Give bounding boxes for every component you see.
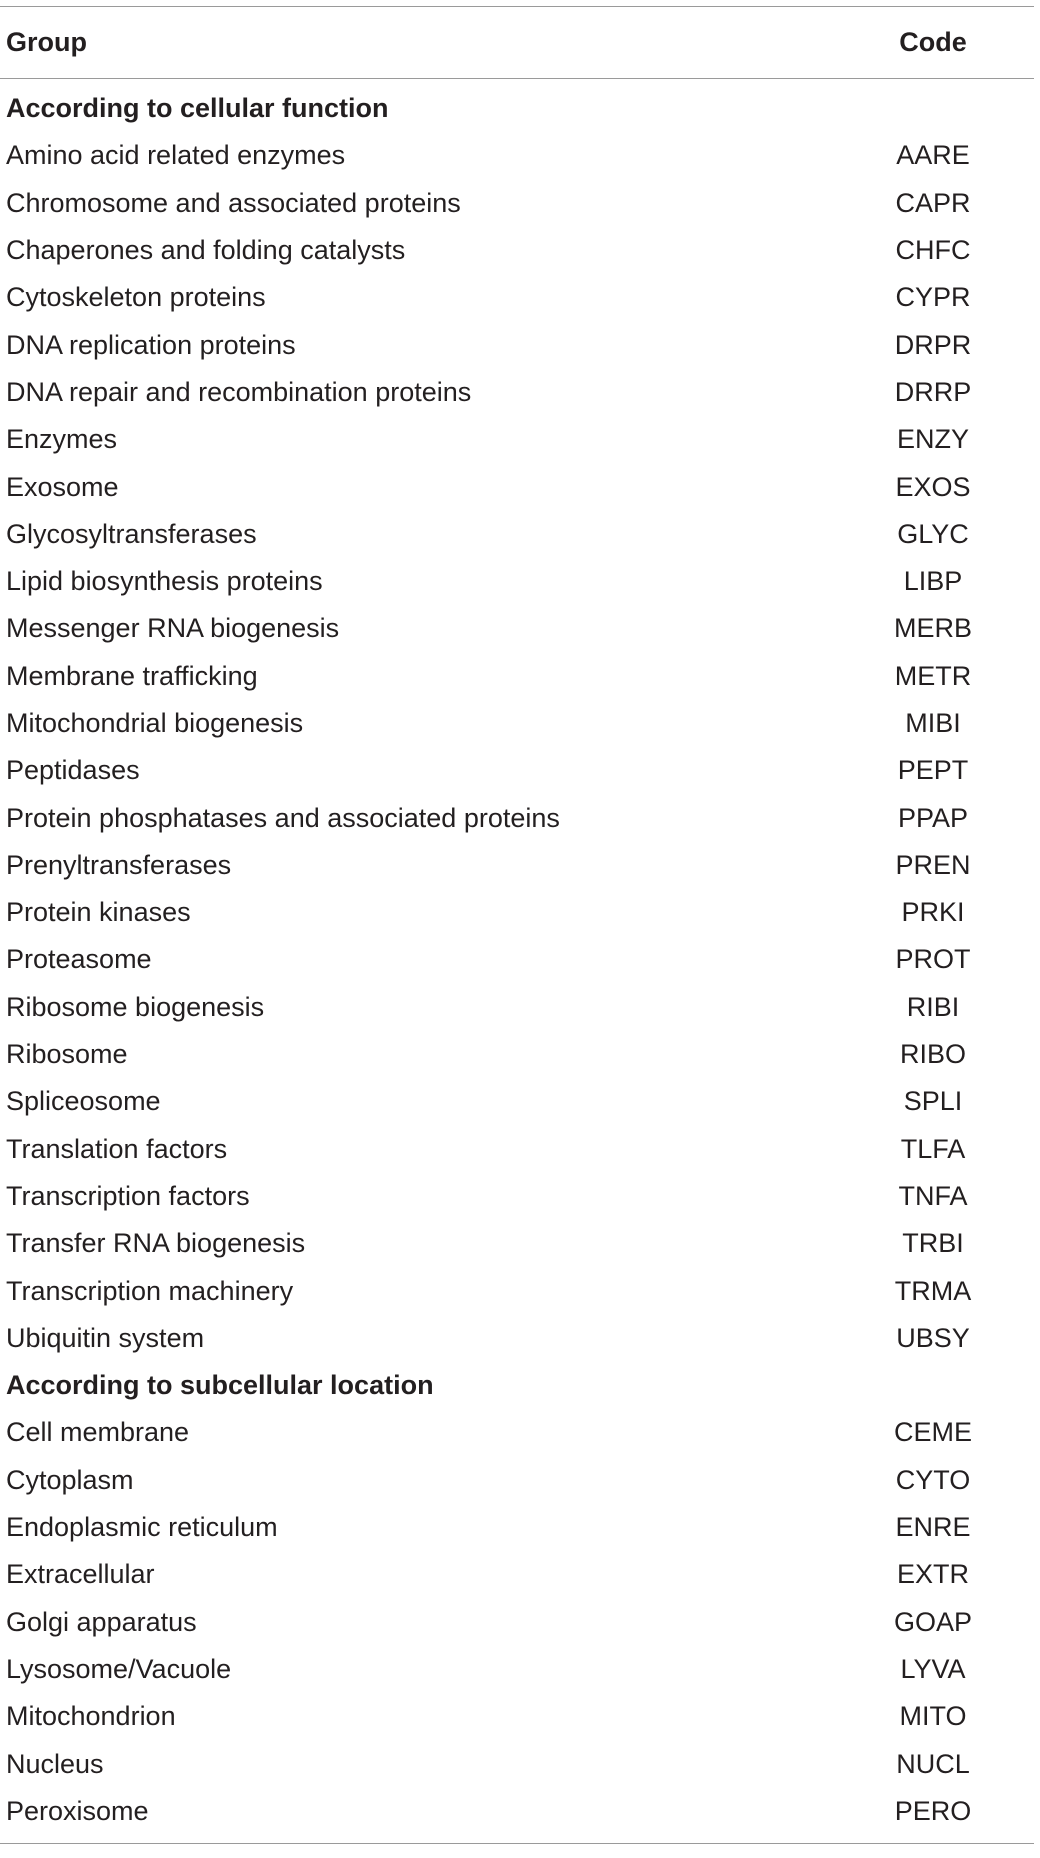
table-row <box>0 747 1034 794</box>
code-cell: RIBI <box>906 991 960 1022</box>
code-cell: RIBO <box>899 1039 966 1070</box>
group-column-header: Group <box>6 27 87 57</box>
group-cell: Extracellular <box>6 1559 155 1590</box>
table-row <box>0 1267 1034 1314</box>
group-cell: Membrane trafficking <box>6 660 258 691</box>
code-cell: PREN <box>895 849 971 880</box>
table-row <box>0 1409 1034 1456</box>
table-row <box>0 321 1034 368</box>
group-cell: Transcription factors <box>6 1180 250 1211</box>
group-cell: Lysosome/Vacuole <box>6 1653 232 1684</box>
code-cell: TRMA <box>894 1275 972 1306</box>
table-row <box>0 1551 1034 1598</box>
code-cell: PEPT <box>897 755 969 786</box>
section-title: According to subcellular location <box>6 1370 434 1401</box>
header-rule <box>0 78 1034 79</box>
table-row <box>0 653 1034 700</box>
code-cell: GOAP <box>893 1606 973 1637</box>
group-cell: Cytoplasm <box>6 1464 134 1495</box>
code-cell: CYTO <box>895 1464 971 1495</box>
group-cell: Ribosome biogenesis <box>6 991 265 1022</box>
table-row <box>0 1173 1034 1220</box>
group-cell: Prenyltransferases <box>6 849 232 880</box>
code-cell: TNFA <box>898 1180 968 1211</box>
table-row <box>0 889 1034 936</box>
table-row <box>0 1504 1034 1551</box>
table-row <box>0 1599 1034 1646</box>
group-cell: Chromosome and associated proteins <box>6 187 461 218</box>
table-row <box>0 463 1034 510</box>
code-cell: AARE <box>896 140 970 171</box>
group-cell: DNA replication proteins <box>6 329 296 360</box>
group-cell: DNA repair and recombination proteins <box>6 376 472 407</box>
group-cell: Cytoskeleton proteins <box>6 282 266 313</box>
table-row <box>0 1457 1034 1504</box>
code-cell: CEME <box>893 1417 972 1448</box>
code-cell: MIBI <box>905 708 961 738</box>
table-row <box>0 132 1034 179</box>
group-cell: Glycosyltransferases <box>6 518 257 549</box>
code-cell: NUCL <box>896 1748 970 1779</box>
code-cell: UBSY <box>896 1322 970 1353</box>
table-row <box>0 274 1034 321</box>
code-cell: DRPR <box>894 329 972 360</box>
group-cell: Translation factors <box>6 1133 228 1164</box>
group-code-table <box>0 6 1034 1844</box>
code-cell: MERB <box>893 613 972 644</box>
code-cell: GLYC <box>897 518 969 549</box>
code-cell: PPAP <box>897 802 969 833</box>
table-row <box>0 1788 1034 1835</box>
table-header <box>0 7 1034 78</box>
table-row <box>0 1220 1034 1267</box>
code-cell: PROT <box>895 944 971 975</box>
table-row <box>0 842 1034 889</box>
table-row <box>0 984 1034 1031</box>
group-cell: Nucleus <box>6 1748 104 1779</box>
code-cell: SPLI <box>903 1086 963 1117</box>
code-cell: METR <box>894 660 972 691</box>
code-cell: EXTR <box>896 1559 969 1590</box>
group-cell: Ribosome <box>6 1039 128 1070</box>
code-cell: PRKI <box>901 897 965 928</box>
table-row <box>0 369 1034 416</box>
code-column-header: Code <box>899 27 967 57</box>
group-cell: Spliceosome <box>6 1086 161 1117</box>
group-cell: Cell membrane <box>6 1417 190 1448</box>
table-row <box>0 1126 1034 1173</box>
table-row <box>0 558 1034 605</box>
section-heading <box>0 85 1034 132</box>
group-cell: Peroxisome <box>6 1795 149 1826</box>
code-cell: TRBI <box>902 1228 964 1259</box>
group-cell: Golgi apparatus <box>6 1606 197 1637</box>
section-heading <box>0 1362 1034 1409</box>
group-cell: Amino acid related enzymes <box>6 140 346 171</box>
code-cell: TLFA <box>900 1133 966 1164</box>
group-cell: Proteasome <box>6 944 152 975</box>
table-row <box>0 1031 1034 1078</box>
code-cell: EXOS <box>895 471 971 502</box>
table-row <box>0 605 1034 652</box>
group-cell: Endoplasmic reticulum <box>6 1512 278 1543</box>
table-row <box>0 180 1034 227</box>
table-row <box>0 1693 1034 1740</box>
group-cell: Protein phosphatases and associated proteins <box>6 802 560 833</box>
group-cell: Exosome <box>6 471 119 502</box>
table-body <box>0 85 1034 1835</box>
group-cell: Peptidases <box>6 755 140 786</box>
code-cell: CHFC <box>895 235 971 266</box>
table-row <box>0 794 1034 841</box>
code-cell: CYPR <box>895 282 971 313</box>
group-cell: Messenger RNA biogenesis <box>6 613 340 644</box>
code-cell: LYVA <box>900 1653 966 1684</box>
table-row <box>0 1646 1034 1693</box>
code-cell: MITO <box>899 1701 967 1732</box>
group-cell: Lipid biosynthesis proteins <box>6 566 323 597</box>
group-cell: Transfer RNA biogenesis <box>6 1228 306 1259</box>
bottom-rule <box>0 1843 1034 1844</box>
group-cell: Mitochondrion <box>6 1701 176 1732</box>
group-cell: Protein kinases <box>6 897 191 928</box>
group-cell: Transcription machinery <box>6 1275 294 1306</box>
code-cell: ENZY <box>896 424 969 455</box>
code-cell: PERO <box>894 1795 972 1826</box>
table-row <box>0 700 1034 747</box>
code-cell: ENRE <box>895 1512 971 1543</box>
section-title: According to cellular function <box>6 93 389 124</box>
table-row <box>0 1078 1034 1125</box>
group-cell: Chaperones and folding catalysts <box>6 235 406 266</box>
table-row <box>0 227 1034 274</box>
code-cell: LIBP <box>903 566 963 597</box>
code-cell: CAPR <box>895 187 971 218</box>
table-row <box>0 936 1034 983</box>
group-cell: Enzymes <box>6 424 118 455</box>
code-cell: DRRP <box>894 376 972 407</box>
group-cell: Mitochondrial biogenesis <box>6 708 304 738</box>
table-row <box>0 1740 1034 1787</box>
table-row <box>0 416 1034 463</box>
group-cell: Ubiquitin system <box>6 1322 205 1353</box>
table-row <box>0 1315 1034 1362</box>
table-row <box>0 511 1034 558</box>
